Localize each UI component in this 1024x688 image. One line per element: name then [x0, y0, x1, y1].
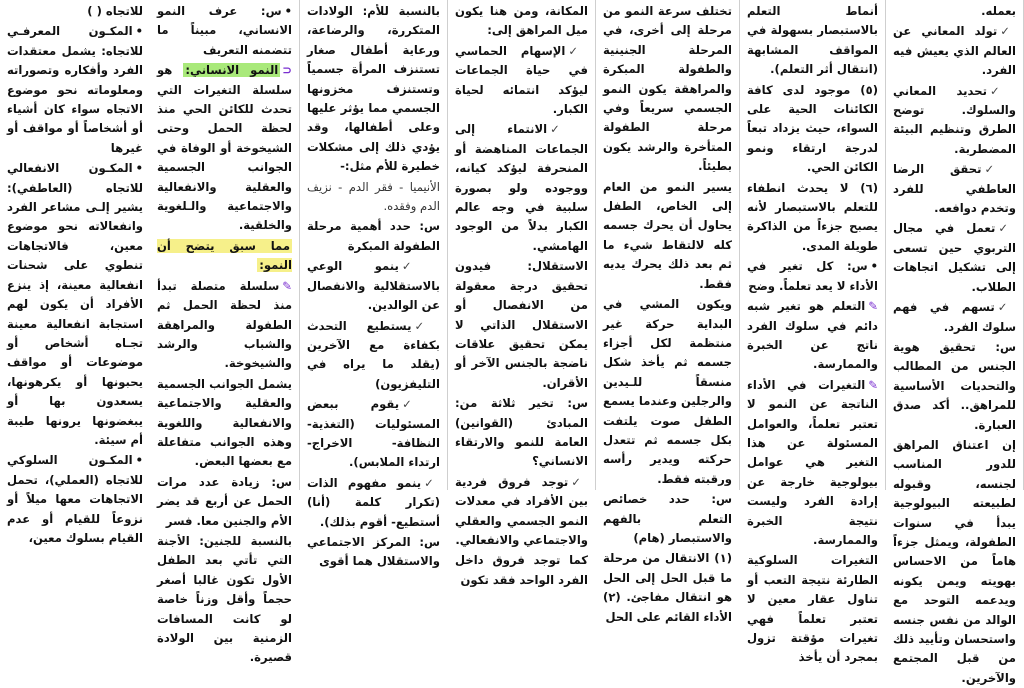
check-mark-icon: ✓ [997, 300, 1016, 315]
highlight-note: مما سبق يتضح أن النمو: [157, 238, 292, 273]
paragraph: يشمل الجوانب الجسمية والعقلية والاجتماعية والانفعالية واللغوية وهذه الجوانب متفاعلة مع بعضها البعض. [157, 376, 292, 469]
text-column-6 [740, 0, 886, 665]
text-column-2 [150, 0, 300, 665]
text-column-1 [0, 0, 150, 545]
paragraph: ✓تحقق الرضا العاطفي للفرد وتخدم دوافعه. [893, 162, 1017, 216]
paragraph: • س: كل تغير في الأداء لا يعد تعلماً. وضح [747, 257, 878, 296]
check-mark-icon: ✓ [402, 397, 441, 412]
paragraph: ✓ينمو مفهوم الذات (تكرار كلمة (أنا) أستطيع- أقوم بذلك). [307, 475, 441, 529]
paragraph: بالنسبة للأم: الولادات المتكررة، والرضاعة، ورعاية أطفال صغار تستنزف المرأة جسمياً وتستنزف مخزونها الجسمي مما يؤثر عليها وعلى أطفالها، وقد يؤدي ذلك إلى مشكلات خطيرة للأم مثل:- [307, 4, 440, 174]
paragraph: المكانة، ومن هنا يكون ميل المراهق إلى: [455, 4, 588, 38]
definition-text: هو سلسلة التغيرات التي تحدث للكائن الحي منذ لحظة الحمل وحتى الشيخوخة أو الوفاة في الجوانب الجسمية والعقلية والانفعالية والاجتماعية والـلغوية والخلقية. [157, 63, 292, 233]
paragraph: ✓تحديد المعاني والسلوك. توضح الطرق وتنظيم البيئة المضطربة. [893, 83, 1017, 156]
pen-mark-icon: ✎ [282, 278, 292, 293]
check-mark-icon: ✓ [1000, 24, 1016, 39]
paragraph: (٥) موجود لدى كافة الكائنات الحية على السواء، حيث يزداد تبعاً لدرجة ارتقاء ونمو الكائن الحي. [747, 82, 878, 175]
paragraph: يسير النمو من العام إلى الخاص، الطفل يحاول أن يحرك جسمه كله لالتقاط شيء ما ثم بعد ذلك يحرك يديه فقط. [603, 179, 732, 291]
paragraph: أنماط التعلم بالاستبصار بسهولة في المواقف المشابهة (انتقال أثر التعلم). [747, 4, 878, 77]
text-column-4 [448, 0, 596, 587]
check-mark-icon: ✓ [414, 318, 440, 333]
paragraph: ✎سلسلة متصلة تبدأ منذ لحظة الحمل ثم الطفولة والمراهقة والشباب والرشد والشيخوخة. [157, 278, 292, 371]
paragraph: • المكـون الانفعالي للاتجاه (العاطفي): يشير إلـى مشاعر الفرد وانفعالاته نحو موضوع معين، فالاتجاهات تنطوي على شحنات انفعالية معينة، إذ ينزع الأفراد أن يكون لهم استجابة انفعالية معينة تجـاه أشخاص أو موضوعات أو مواقف يحبونها أو يكرهونها، يسعدون بها أو يبغضونها يرونها طيبة أم سيئة. [7, 159, 143, 450]
paragraph: بالنسبة للجنين: الأجنة التي تأتي بعد الطفل الأول تكون غالبا أصغر حجماً وأقل وزناً خاصة لو كانت المسافات الزمنية بين الولادة قصيرة. [157, 533, 292, 665]
highlight-line [157, 237, 292, 276]
paragraph: ✓تولد المعاني عن العالم الذي يعيش فيه الفرد. [893, 24, 1016, 78]
paragraph: ✓يستطيع التحدث بكفاءة مع الآخرين (يقلد ما يراه في التليفزيون) [307, 318, 440, 391]
paragraph: س: تحقيق هوية الجنس من المطالب والتحديات الأساسية للمراهق.. أكد صدق العبارة. [893, 339, 1016, 432]
paragraph: س: زيادة عدد مرات الحمل عن أربع قد يضر الأم والجنين معا. فسر [157, 474, 292, 528]
check-mark-icon: ✓ [571, 474, 589, 489]
paragraph: ✎التعلم هو تغير شبه دائم في سلوك الفرد ناتج عن الخبرة والممارسة. [747, 299, 878, 372]
check-mark-icon: ✓ [401, 259, 440, 274]
check-mark-icon: ✓ [998, 221, 1017, 236]
paragraph: ✎التغيرات في الأداء الناتجة عن النمو لا تعتبر تعلماً، والعوامل المسئولة عن هذا التغير هي عوامل بيولوجية خارجة عن إرادة الفرد وليست نتيجة الخبرة والممارسة. [747, 377, 878, 547]
paragraph: ✓توجد فروق فردية بين الأفراد في معدلات النمو الجسمي والعقلي والاجتماعي والانفعالي. [455, 474, 589, 547]
paragraph: س: حدد خصائص التعلم بالفهم والاستبصار (هام) [603, 492, 732, 545]
check-mark-icon: ✓ [568, 43, 588, 58]
text-column-5 [596, 0, 740, 624]
paragraph: ✓تسهم في فهم سلوك الفرد. [893, 300, 1016, 334]
paragraph: س: المركز الاجتماعي والاستقلال هما أقوى [307, 534, 440, 569]
check-mark-icon: ✓ [989, 83, 1017, 98]
text-column-3 [300, 0, 448, 569]
paragraph: ✓ينمو الوعي بالاستقلالية والانفصال عن الوالدين. [307, 259, 440, 313]
definition-block [157, 61, 292, 236]
paragraph: • المكـون السلوكي للاتجاه (العملي)، تحمل الاتجاهات معها ميلاً أو نزوعاً للقيام أو عدم القيام بسلوك معين، [7, 451, 143, 548]
paragraph: الاستقلال: فيدون تحقيق درجة معقولة من الانفصال أو الاستقلال الذاتي لا يمكن تحقيق علاقات ناضجة بالجنس الآخر أو الأقران. [455, 259, 588, 390]
paragraph: الأنيميا - فقر الدم - نزيف الدم وفقده. [307, 179, 440, 214]
paragraph: ✓يقوم ببعض المسئوليات (التغذية- النظافة- الاخراج- ارتداء الملابس). [307, 397, 441, 470]
highlight-term: النمو الانساني: [185, 63, 279, 78]
paragraph: إن اعتناق المراهق للدور المناسب لجنسه، وقبوله لطبيعته البيولوجية يبدأ في سنوات الطفولة، ويمثل جزءاً هاماً من الاحساس بهويته ويمن يكونه ويدعمه التوحد مع الوالد من نفس جنسه واستحسان وتأييد ذلك من قبل المجتمع والآخرين. [893, 437, 1016, 685]
paragraph: للاتجاه ( ) [87, 4, 143, 18]
pen-mark-icon: ✎ [868, 299, 878, 314]
paragraph: بعمله. [981, 4, 1016, 18]
paragraph: ✓الإسهام الحماسي في حياة الجماعات ليؤكد انتمائه لحياة الكبار. [455, 43, 588, 117]
paragraph: كما توجد فروق داخل الفرد الواحد فقد تكون [455, 553, 588, 587]
paragraph: التغيرات السلوكية الطارئة نتيجة التعب أو تناول عقار معين لا تعتبر تعلماً فهي تغيرات مؤقتة تزول بمجرد أن يأخذ [747, 553, 878, 665]
hook-mark-icon: ⊂ [282, 63, 292, 78]
paragraph: (١) الانتقال من مرحلة ما قبل الحل إلى الحل هو انتقال مفاجئ. (٢) الأداء القائم على الحل [603, 551, 732, 624]
paragraph: ✓تعمل في مجال التربوي حين تسعى إلى تشكيل اتجاهات الطلاب. [893, 221, 1017, 294]
paragraph: س: تخير ثلاثة من: المبادئ (القوانين) العامة للنمو والارتقاء الانساني؟ [455, 396, 588, 469]
question: • س: عرف النمو الانساني، مبيناً ما تتضمنه التعريف [157, 2, 292, 60]
check-mark-icon: ✓ [984, 162, 1017, 177]
paragraph: ويكون المشي في البداية حركة غير منتظمة لكل أجزاء جسمه ثم يأخذ شكل منسقاً للـيدين والرجلين وعندما يسمع الطفل صوت يلتفت بكل جسمه ثم تتعدل حركته ويدير رأسه ورقبته فقط. [602, 297, 732, 486]
pen-mark-icon: ✎ [868, 377, 878, 392]
paragraph: تختلف سرعة النمو من مرحلة إلى أخرى، في المرحلة الجنينية والطفولة المبكرة والمراهقة يكون النمو الجسمي سريعاً وفي مرحلة الطفولة المتأخرة والرشد يكون بطيئاً. [603, 4, 732, 174]
paragraph: (٦) لا يحدث انطفاء للتعلم بالاستبصار لأنه يصبح جزءاً من الذاكرة طويلة المدى. [747, 180, 878, 253]
paragraph: • المكـون المعرفـي للاتجاه: يشمل معتقدات الفرد وأفكاره وتصوراته ومعلوماته نحو موضوع الاتجاه سواء كان أشياء أو أشخاصاً أو مواقف أو غيرها [7, 22, 143, 158]
paragraph: ✓الانتماء إلى الجماعات المناهضة أو المنحرفة ليؤكد كيانه، ووجوده ولو بصورة سلبية في وجه عالم الكبار بدلاً من الوجود الهامشي. [455, 122, 588, 253]
check-mark-icon: ✓ [424, 475, 441, 490]
text-column-7 [886, 0, 1024, 685]
check-mark-icon: ✓ [550, 122, 588, 137]
paragraph: س: حدد أهمية مرحلة الطفولة المبكرة [307, 219, 440, 253]
